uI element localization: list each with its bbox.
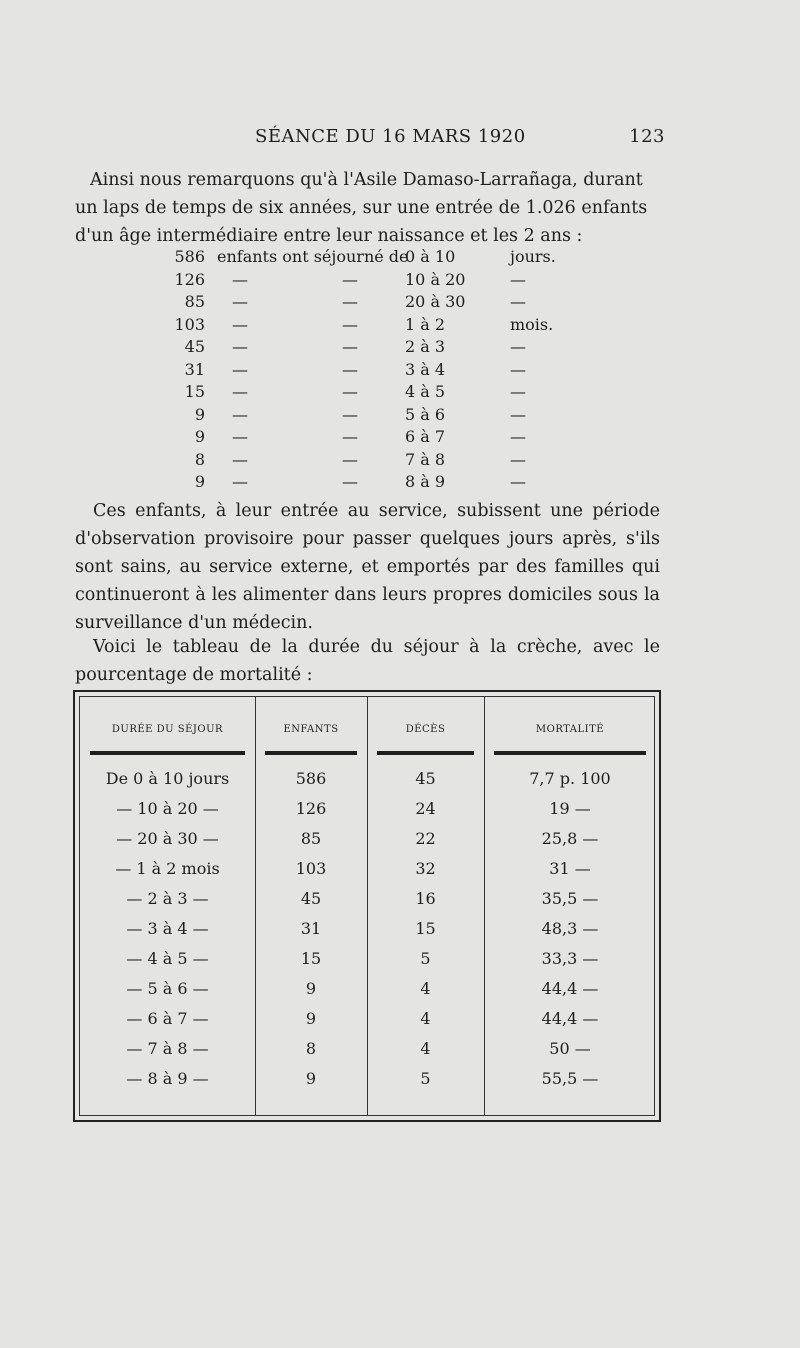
page-number: 123 bbox=[629, 126, 665, 147]
ditto-mark: — bbox=[342, 449, 358, 469]
table-cell: — 20 à 30 — bbox=[116, 829, 219, 848]
table-cell: 103 bbox=[295, 859, 327, 878]
table-cell: 33,3 — bbox=[541, 949, 599, 968]
table-cell: — 4 à 5 — bbox=[126, 949, 209, 968]
stay-range: 20 à 30 bbox=[405, 292, 466, 311]
stay-unit: — bbox=[510, 427, 526, 446]
stay-row bbox=[120, 404, 560, 427]
stay-unit: — bbox=[510, 269, 526, 289]
table-cell: 4 bbox=[420, 1039, 431, 1058]
stay-range: 8 à 9 bbox=[405, 472, 446, 491]
table-cell: 8 bbox=[305, 1039, 317, 1058]
running-title: SÉANCE DU 16 MARS 1920 bbox=[255, 126, 526, 147]
table-cell: 35,5 — bbox=[541, 889, 599, 908]
ditto-mark: — bbox=[232, 472, 248, 491]
stay-count: 103 bbox=[174, 314, 205, 334]
ditto-mark: — bbox=[342, 427, 358, 446]
table-row bbox=[80, 949, 654, 979]
table-cell: 9 bbox=[305, 1069, 317, 1088]
header-rule bbox=[377, 751, 474, 755]
stay-range: 7 à 8 bbox=[405, 449, 446, 469]
column-header: DURÉE DU SÉJOUR bbox=[111, 724, 224, 735]
table-cell: 5 bbox=[420, 949, 431, 968]
ditto-mark: — bbox=[342, 314, 358, 334]
table-cell: 44,4 — bbox=[541, 1009, 599, 1028]
ditto-mark: — bbox=[232, 292, 248, 311]
mortality-table bbox=[73, 690, 661, 1122]
stay-unit: — bbox=[510, 382, 526, 401]
stay-unit: — bbox=[510, 449, 526, 469]
stay-unit: — bbox=[510, 472, 526, 491]
ditto-mark: — bbox=[232, 359, 248, 379]
stay-count: 9 bbox=[194, 427, 205, 446]
table-cell: — 3 à 4 — bbox=[126, 919, 209, 938]
table-cell: 32 bbox=[415, 859, 436, 878]
ditto-mark: — bbox=[342, 472, 358, 491]
intro-line-3: d'un âge intermédiaire entre leur naissance et les 2 ans : bbox=[75, 226, 583, 246]
table-cell: — 7 à 8 — bbox=[126, 1039, 209, 1058]
ditto-mark: — bbox=[342, 404, 358, 424]
stay-count: 85 bbox=[184, 292, 205, 311]
ditto-mark: — bbox=[232, 269, 248, 289]
stay-unit: — bbox=[510, 292, 526, 311]
table-cell: 45 bbox=[415, 769, 436, 788]
column-header: DÉCÈS bbox=[405, 724, 446, 735]
stay-unit: — bbox=[510, 404, 526, 424]
ditto-mark: — bbox=[232, 314, 248, 334]
stay-row bbox=[120, 314, 560, 337]
stay-count: 9 bbox=[194, 472, 205, 491]
stay-count: 8 bbox=[194, 449, 205, 469]
table-cell: 9 bbox=[305, 979, 317, 998]
stay-range: 3 à 4 bbox=[405, 359, 446, 379]
table-cell: 15 bbox=[415, 919, 436, 938]
table-cell: 48,3 — bbox=[541, 919, 599, 938]
table-row bbox=[80, 799, 654, 829]
table-cell: 50 — bbox=[549, 1039, 591, 1058]
table-cell: 22 bbox=[415, 829, 436, 848]
table-cell: 9 bbox=[305, 1009, 317, 1028]
header-rule bbox=[265, 751, 357, 755]
table-row bbox=[80, 979, 654, 1009]
intro-line-2: un laps de temps de six années, sur une entrée de 1.026 enfants bbox=[75, 198, 648, 218]
stay-row bbox=[120, 291, 560, 314]
table-cell: 31 — bbox=[549, 859, 591, 878]
stay-unit: — bbox=[510, 337, 526, 356]
stay-row bbox=[120, 381, 560, 404]
column-header: MORTALITÉ bbox=[535, 724, 605, 735]
stay-range: 4 à 5 bbox=[405, 382, 446, 401]
stay-unit: jours. bbox=[510, 247, 556, 266]
stay-range: 10 à 20 bbox=[405, 269, 466, 289]
table-row bbox=[80, 1069, 654, 1099]
table-cell: 19 — bbox=[549, 799, 591, 818]
ditto-mark: — bbox=[232, 404, 248, 424]
table-row bbox=[80, 919, 654, 949]
ditto-mark: — bbox=[232, 337, 248, 356]
stay-count: 586 bbox=[174, 247, 205, 266]
table-cell: — 8 à 9 — bbox=[126, 1069, 209, 1088]
column-header: ENFANTS bbox=[283, 724, 339, 735]
ditto-mark: — bbox=[342, 359, 358, 379]
stay-range: 5 à 6 bbox=[405, 404, 446, 424]
table-row bbox=[80, 859, 654, 889]
stay-count: 9 bbox=[194, 404, 205, 424]
table-row bbox=[80, 829, 654, 859]
stay-row bbox=[120, 449, 560, 472]
ditto-mark: — bbox=[342, 269, 358, 289]
table-cell: 24 bbox=[415, 799, 436, 818]
table-cell: 31 bbox=[300, 919, 322, 938]
stay-range: 0 à 10 bbox=[405, 247, 456, 266]
ditto-mark: — bbox=[232, 382, 248, 401]
stay-range: 6 à 7 bbox=[405, 427, 446, 446]
table-cell: 4 bbox=[420, 1009, 431, 1028]
table-cell: 45 bbox=[300, 889, 322, 908]
stay-row bbox=[120, 269, 560, 292]
table-row bbox=[80, 769, 654, 799]
table-row bbox=[80, 1009, 654, 1039]
table-cell: — 10 à 20 — bbox=[116, 799, 219, 818]
table-cell: 25,8 — bbox=[541, 829, 599, 848]
stay-count: 15 bbox=[184, 382, 205, 401]
stay-row bbox=[120, 336, 560, 359]
stay-row bbox=[120, 426, 560, 449]
stay-row bbox=[120, 471, 560, 494]
stay-count: 31 bbox=[184, 359, 205, 379]
stay-row bbox=[120, 359, 560, 382]
table-cell: 586 bbox=[295, 769, 327, 788]
table-cell: 126 bbox=[295, 799, 327, 818]
table-cell: 15 bbox=[300, 949, 322, 968]
table-cell: 4 bbox=[420, 979, 431, 998]
header-rule bbox=[494, 751, 646, 755]
table-cell: 5 bbox=[420, 1069, 431, 1088]
table-cell: 16 bbox=[415, 889, 436, 908]
stay-range: 1 à 2 bbox=[405, 314, 446, 334]
stay-row bbox=[120, 246, 560, 269]
table-intro-paragraph: Voici le tableau de la durée du séjour à la crèche, avec le pourcentage de mortalité : bbox=[75, 637, 660, 685]
table-cell: — 1 à 2 mois bbox=[115, 859, 220, 878]
intro-paragraph bbox=[75, 166, 660, 250]
table-cell: — 2 à 3 — bbox=[126, 889, 209, 908]
table-row bbox=[80, 1039, 654, 1069]
stay-unit: mois. bbox=[510, 314, 554, 334]
observation-paragraph: Ces enfants, à leur entrée au service, subissent une période d'observation provisoire pour passer quelques jours après, s'ils sont sains, au service externe, et emportés par des familles qui continueront à les alimenter dans leurs propres domiciles sous la surveillance d'un médecin. bbox=[75, 501, 660, 633]
stay-count: 45 bbox=[184, 337, 205, 356]
table-cell: De 0 à 10 jours bbox=[105, 769, 230, 788]
stay-unit: — bbox=[510, 359, 526, 379]
stay-list bbox=[120, 246, 560, 494]
table-inner-frame bbox=[79, 696, 655, 1116]
ditto-mark: — bbox=[342, 292, 358, 311]
intro-line-1: Ainsi nous remarquons qu'à l'Asile Damaso-Larrañaga, durant bbox=[90, 170, 643, 190]
table-cell: — 6 à 7 — bbox=[126, 1009, 209, 1028]
stay-text: enfants ont séjourné de bbox=[217, 247, 409, 266]
ditto-mark: — bbox=[342, 382, 358, 401]
table-cell: 7,7 p. 100 bbox=[529, 769, 611, 788]
table-cell: 44,4 — bbox=[541, 979, 599, 998]
ditto-mark: — bbox=[232, 449, 248, 469]
stay-count: 126 bbox=[174, 269, 205, 289]
ditto-mark: — bbox=[232, 427, 248, 446]
stay-range: 2 à 3 bbox=[405, 337, 446, 356]
table-cell: — 5 à 6 — bbox=[126, 979, 209, 998]
ditto-mark: — bbox=[342, 337, 358, 356]
header-rule bbox=[90, 751, 245, 755]
table-row bbox=[80, 889, 654, 919]
table-cell: 85 bbox=[300, 829, 322, 848]
table-cell: 55,5 — bbox=[541, 1069, 599, 1088]
